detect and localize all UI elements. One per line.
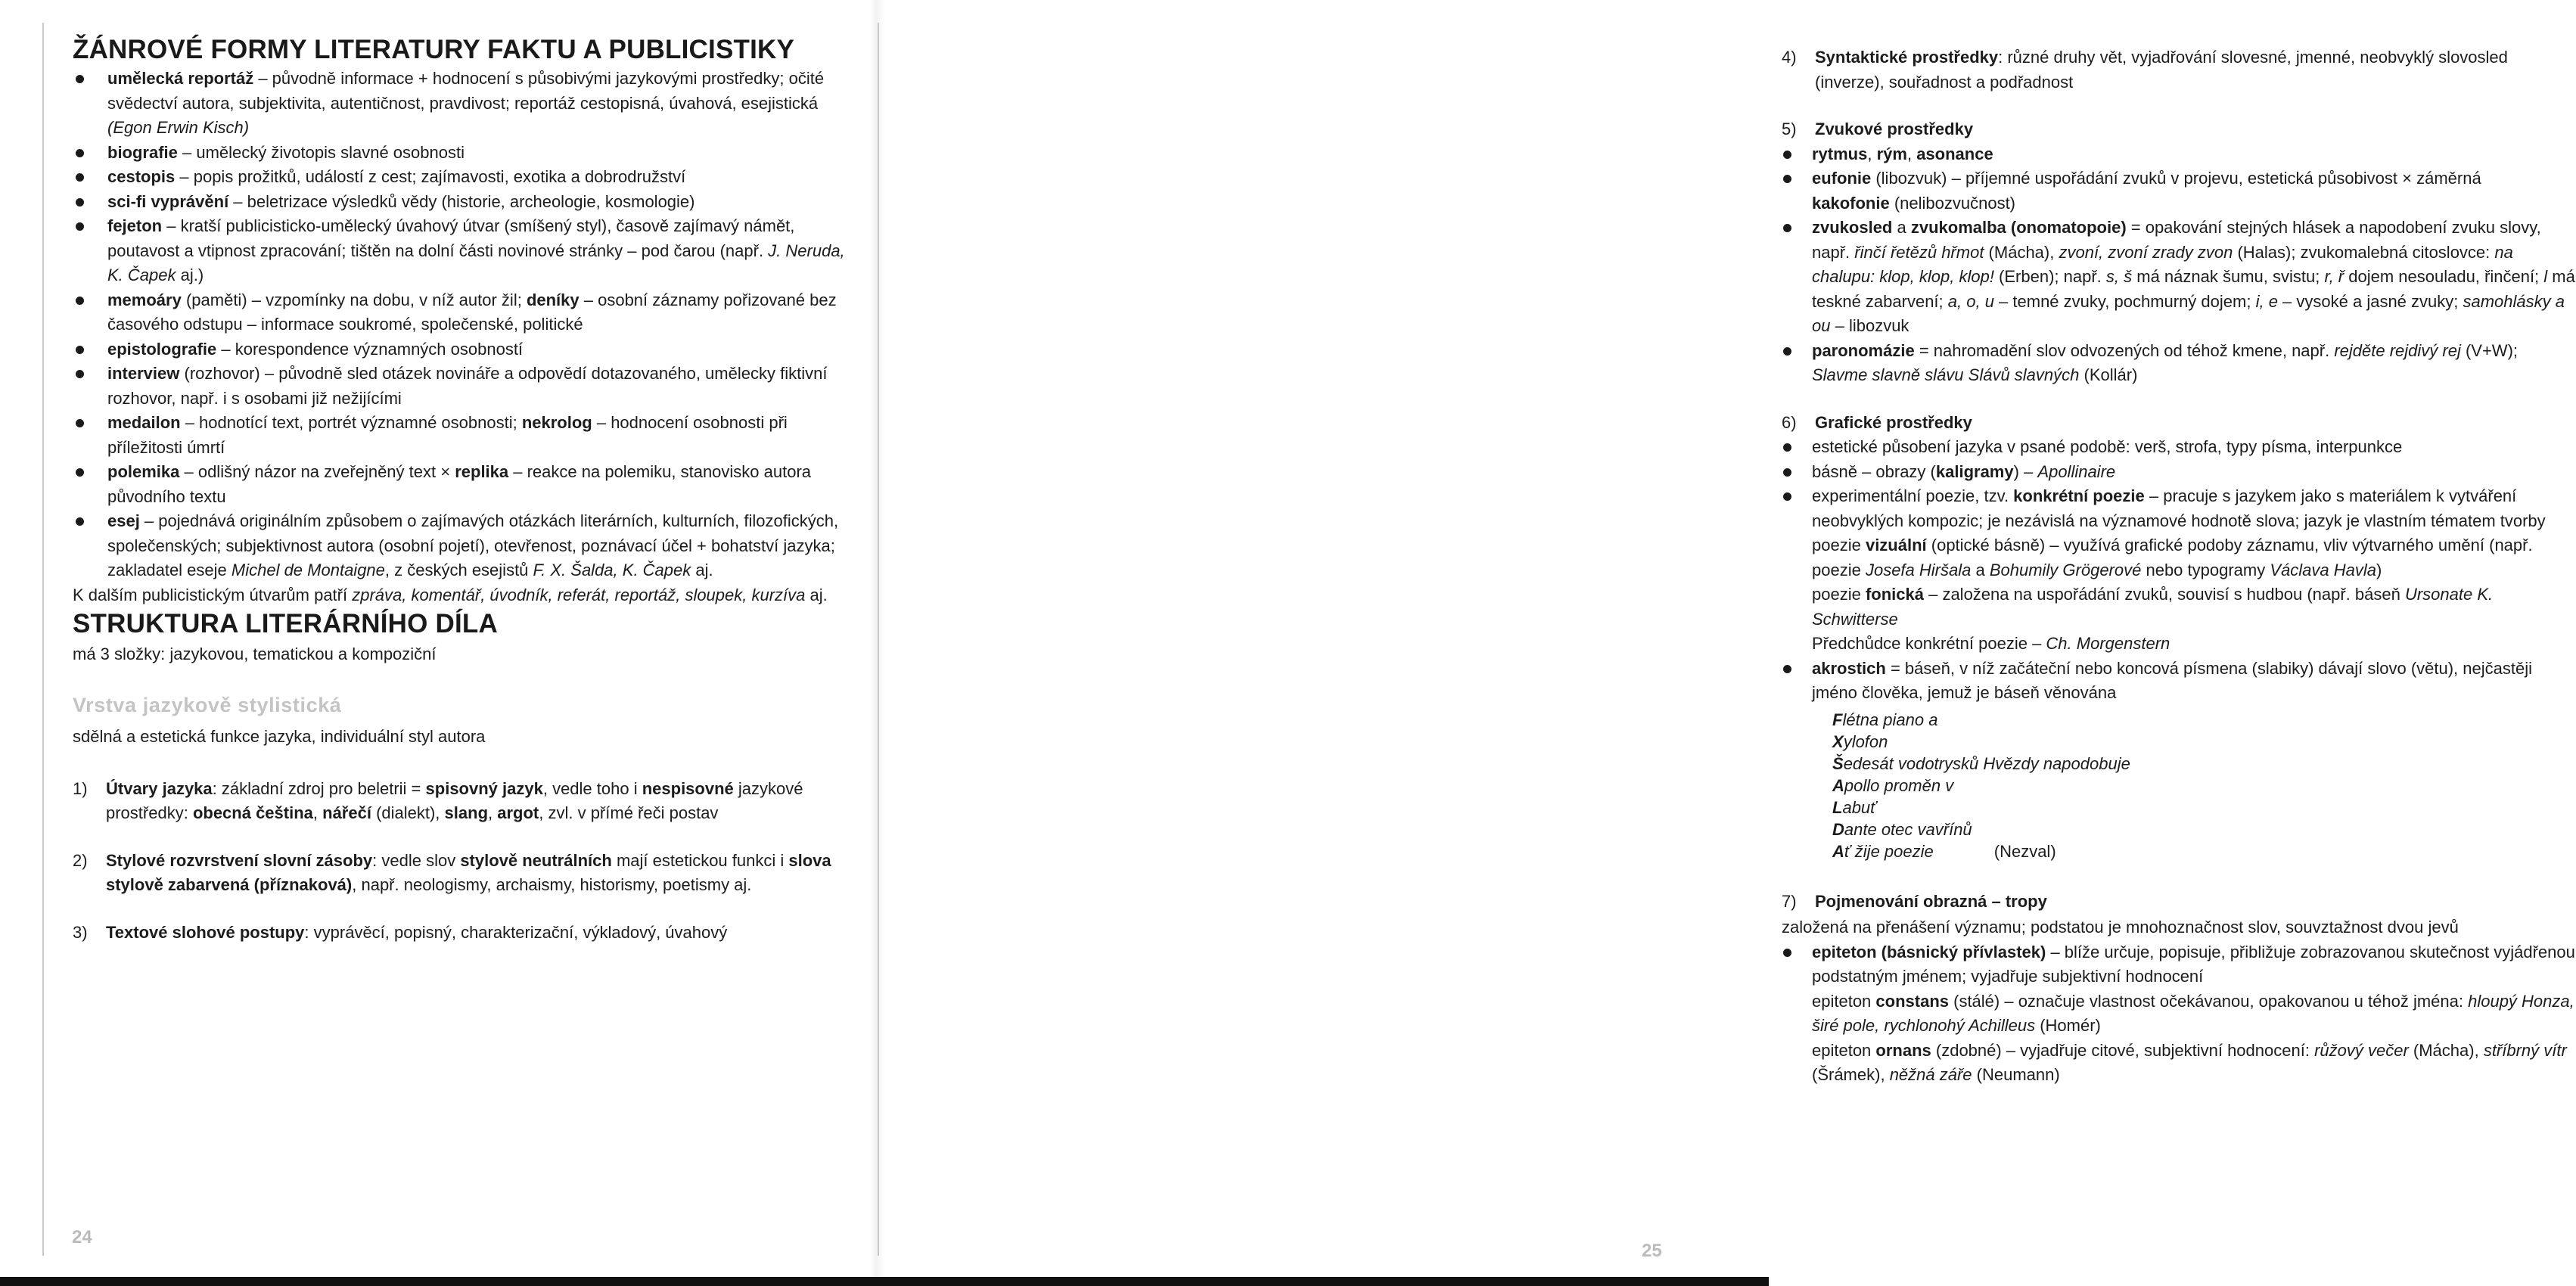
section-graphic [1782, 411, 2576, 436]
item-number: 1) [73, 778, 88, 798]
page-number-right: 25 [1642, 1241, 1662, 1261]
section-number: 4) [1782, 48, 1797, 67]
bullet-item: interview (rozhovor) – původně sled otázek novináře a odpovědí dotazovaného, umělecky fiktivní rozhovor, např. i s osobami již nežijícími [73, 362, 853, 411]
bullet-item: experimentální poezie, tzv. konkrétní poezie – pracuje s jazykem jako s materiálem k vytváření neobvyklých kompozic; je nezávislá na významové hodnotě slova; jazyk je vlastním tématem tvorby poezie vizuální (optické básně) – využívá grafické podoby záznamu, vliv výtvarného umění (např. poezie Josefa Hiršala a Bohumily Grögerové nebo typogramy Václava Havla) poezie fonická – založena na uspořádání zvuků, souvisí s hudbou (např. báseň Ursonate K. Schwitterse Předchůdce konkrétní poezie – Ch. Morgenstern [1782, 484, 2576, 657]
tropes-list [1782, 940, 2576, 1088]
bullet-item: polemika – odlišný názor na zveřejněný text × replika – reakce na polemiku, stanovisko autora původního textu [73, 460, 853, 509]
section-number: 5) [1782, 120, 1797, 138]
section-sound [1782, 117, 2576, 142]
acrostic-poem [1782, 709, 2576, 862]
page-number-left: 24 [72, 1227, 92, 1247]
section-text: Syntaktické prostředky: různé druhy vět, vyjadřování slovesné, jmenné, neobvyklý slovosled (inverze), souřadnost a podřadnost [1815, 48, 2508, 92]
poem-line: Labuť [1832, 797, 1876, 817]
layer-subheading: Vrstva jazykově stylistická [73, 693, 342, 716]
bullet-item: cestopis – popis prožitků, událostí z cest; zajímavosti, exotika a dobrodružství [73, 165, 853, 190]
bullet-item: biografie – umělecký životopis slavné osobnosti [73, 141, 853, 166]
bullet-item: rytmus, rým, asonance [1782, 142, 2576, 167]
bullet-item: esej – pojednává originálním způsobem o zajímavých otázkách literárních, kulturních, filozofických, společenských; subjektivnost autora (osobní pojetí), otevřenost, poznávací účel + bohatství jazyka; zakladatel eseje Michel de Montaigne, z českých esejistů F. X. Šalda, K. Čapek aj. [73, 509, 853, 583]
poem-line: Apollo proměn v [1832, 775, 1954, 795]
bullet-item: fejeton – kratší publicisticko-umělecký úvahový útvar (smíšený styl), časově zajímavý námět, poutavost a vtipnost zpracování; tištěn na dolní části novinové stránky – pod čarou (např. J. Neruda, K. Čapek aj.) [73, 214, 853, 288]
graphic-list [1782, 435, 2576, 706]
genre-outro: K dalším publicistickým útvarům patří zpráva, komentář, úvodník, referát, reportáž, sloupek, kurzíva aj. [73, 585, 828, 604]
structure-title: STRUKTURA LITERÁRNÍHO DÍLA [73, 609, 498, 638]
bullet-item: umělecká reportáž – původně informace + hodnocení s působivými jazykovými prostředky; očité svědectví autora, subjektivita, autentičnost, pravdivost; reportáž cestopisná, úvahová, esejistická (Egon Erwin Kisch) [73, 67, 853, 141]
item-1 [73, 777, 853, 826]
item-2 [73, 849, 853, 898]
bullet-item: epistolografie – korespondence významných osobností [73, 337, 853, 362]
section-heading: Zvukové prostředky [1815, 120, 1974, 138]
left-margin-rule [42, 23, 44, 1256]
section-heading: Grafické prostředky [1815, 412, 1972, 432]
section-tropes [1782, 890, 2576, 915]
bullet-item: paronomázie = nahromadění slov odvozených od téhož kmene, např. rejděte rejdivý rej (V+W); Slavme slavně slávu Slávů slavných (Kollár) [1782, 339, 2576, 388]
bullet-item: sci-fi vyprávění – beletrizace výsledků vědy (historie, archeologie, kosmologie) [73, 190, 853, 215]
left-page [0, 0, 878, 1286]
poem-line: Ať žije poezie (Nezval) [1832, 841, 2056, 861]
poem-line: Flétna piano a [1832, 710, 1938, 729]
item-text: Textové slohové postupy: vyprávěcí, popisný, charakterizační, výkladový, úvahový [106, 922, 728, 942]
bullet-item: zvukosled a zvukomalba (onomatopoie) = opakování stejných hlásek a napodobení zvuku slovy, např. řinčí řetězů hřmot (Mácha), zvoní, zvoní zrady zvon (Halas); zvukomalebná citoslovce: na chalupu: klop, klop, klop! (Erben); např. s, š má náznak šumu, svistu; r, ř dojem nesouladu, řinčení; l má teskné zabarvení; a, o, u – temné zvuky, pochmurný dojem; i, e – vysoké a jasné zvuky; samohlásky a ou – libozvuk [1782, 216, 2576, 339]
section-heading: Pojmenování obrazná – tropy [1815, 891, 2047, 911]
bullet-item: eufonie (libozvuk) – příjemné uspořádání zvuků v projevu, estetická působivost × záměrná kakofonie (nelibozvučnost) [1782, 166, 2576, 216]
poem-line: Xylofon [1832, 732, 1888, 751]
right-page-content [1782, 45, 2576, 1088]
structure-intro: má 3 složky: jazykovou, tematickou a kompoziční [73, 645, 437, 663]
scan-bottom-edge [0, 1277, 1769, 1286]
left-page-content [73, 33, 853, 945]
section-number: 6) [1782, 412, 1797, 432]
bullet-item: medailon – hodnotící text, portrét významné osobnosti; nekrolog – hodnocení osobnosti při příležitosti úmrtí [73, 411, 853, 460]
poem-author: (Nezval) [1993, 841, 2056, 861]
right-margin-rule [878, 23, 879, 1256]
right-page [878, 0, 2575, 1286]
item-3 [73, 921, 853, 946]
bullet-item: epiteton (básnický přívlastek) – blíže určuje, popisuje, přibližuje zobrazovanou skutečnost vyjádřenou podstatným jménem; vyjadřuje subjektivní hodnocení epiteton constans (stálé) – označuje vlastnost očekávanou, opakovanou u téhož jména: hloupý Honza, širé pole, rychlonohý Achilleus (Homér) epiteton ornans (zdobné) – vyjadřuje citové, subjektivní hodnocení: růžový večer (Mácha), stříbrný vítr (Šrámek), něžná záře (Neumann) [1782, 940, 2576, 1088]
item-number: 2) [73, 850, 88, 870]
poem-line: Šedesát vodotrysků Hvězdy napodobuje [1832, 753, 2130, 773]
item-text: Stylové rozvrstvení slovní zásoby: vedle slov stylově neutrálních mají estetickou funkci i slova stylově zabarvená (příznaková), např. neologismy, archaismy, historismy, poetismy aj. [106, 850, 831, 894]
tropes-intro: založená na přenášení významu; podstatou je mnohoznačnost slov, souvztažnost dvou jevů [1782, 918, 2459, 937]
sound-list [1782, 142, 2576, 388]
numbered-items [73, 777, 853, 946]
genre-forms-title: ŽÁNROVÉ FORMY LITERATURY FAKTU A PUBLICISTIKY [73, 35, 795, 64]
bullet-item: memoáry (paměti) – vzpomínky na dobu, v níž autor žil; deníky – osobní záznamy pořizované bez časového odstupu – informace soukromé, společenské, politické [73, 288, 853, 337]
layer-intro: sdělná a estetická funkce jazyka, individuální styl autora [73, 727, 486, 746]
genre-list [73, 67, 853, 583]
poem-line: Dante otec vavřínů [1832, 819, 1972, 839]
section-syntactic [1782, 45, 2576, 95]
section-number: 7) [1782, 891, 1797, 911]
item-number: 3) [73, 922, 88, 942]
bullet-item: básně – obrazy (kaligramy) – Apollinaire [1782, 460, 2576, 485]
item-text: Útvary jazyka: základní zdroj pro beletrii = spisovný jazyk, vedle toho i nespisovné jazykové prostředky: obecná čeština, nářečí (dialekt), slang, argot, zvl. v přímé řeči postav [106, 778, 803, 822]
bullet-item: akrostich = báseň, v níž začáteční nebo koncová písmena (slabiky) dávají slovo (větu), nejčastěji jméno člověka, jemuž je báseň věnována [1782, 657, 2576, 706]
bullet-item: estetické působení jazyka v psané podobě: verš, strofa, typy písma, interpunkce [1782, 435, 2576, 460]
